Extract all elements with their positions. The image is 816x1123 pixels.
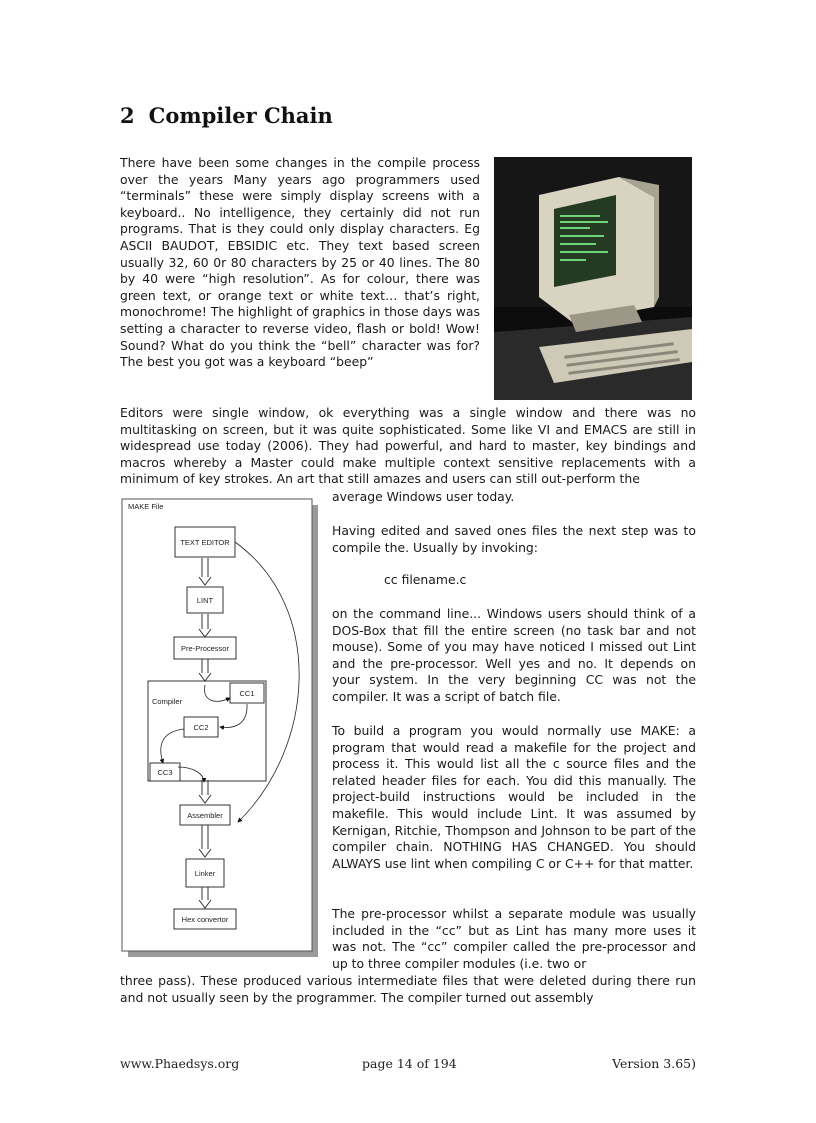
diagram-title: MAKE File — [128, 502, 164, 511]
paragraph-editors: Editors were single window, ok everything was a single window and there was no multitasking on screen, but it was quite sophisticated. Some like VI and EMACS are still in widespread use today (2006). They had powerful, and hard to master, key bindings and macros whereby a Master could make multiple context sensitive replacements with a minimum of key strokes. An art that still amazes and users can still out-perform the — [120, 405, 696, 487]
command-example: cc filename.c — [384, 572, 467, 587]
label-pre-processor: Pre-Processor — [181, 644, 229, 653]
label-hex-convertor: Hex convertor — [181, 915, 229, 924]
label-lint: LINT — [196, 596, 214, 605]
make-file-diagram — [120, 497, 326, 962]
paragraph-passes: three pass). These produced various intermediate files that were deleted during there run and not usually seen by the programmer. The compiler turned out assembly — [120, 973, 696, 1005]
paragraph-editors-continued: average Windows user today. — [332, 489, 515, 504]
paragraph-make: To build a program you would normally use MAKE: a program that would read a makefile for the project and process it. This would list all the c source files and the related header files for each. You did this manually. The project-build instructions would be included in the makefile. This would include Lint. It was assumed by Kernigan, Ritchie, Thompson and Johnson to be part of the compiler chain. NOTHING HAS CHANGED. You should ALWAYS use lint when compiling C or C++ for that matter. — [332, 723, 696, 871]
section-title: Compiler Chain — [148, 103, 333, 128]
label-compiler: Compiler — [152, 697, 183, 706]
footer-website: www.Phaedsys.org — [120, 1056, 240, 1071]
label-cc1: CC1 — [239, 689, 255, 698]
section-heading — [120, 103, 333, 128]
footer-page-number: page 14 of 194 — [362, 1056, 457, 1071]
footer-version: Version 3.65) — [612, 1056, 696, 1071]
label-linker: Linker — [194, 869, 216, 878]
paragraph-command-line: on the command line... Windows users should think of a DOS-Box that fill the entire screen (no task bar and not mouse). Some of you may have noticed I missed out Lint and the pre-processor. Well yes and no. It depends on your system. In the very beginning CC was not the compiler. It was a script of batch file. — [332, 606, 696, 704]
paragraph-terminals: There have been some changes in the compile process over the years Many years ago programmers used “terminals” these were simply display screens with a keyboard.. No intelligence, they certainly did not run programs. That is they could only display characters. Eg ASCII BAUDOT, EBSIDIC etc. They text based screen usually 32, 60 0r 80 characters by 25 or 40 lines. The 80 by 40 were “high resolution”. As for colour, there was green text, or orange text or white text… that’s right, monochrome! The highlight of graphics in those days was setting a character to reverse video, flash or bold! Wow! Sound? What do you think the “bell” character was for? The best you got was a keyboard “beep” — [120, 155, 480, 370]
paragraph-pre-processor: The pre-processor whilst a separate module was usually included in the “cc” but as Lint has many more uses it was not. The “cc” compiler called the pre-processor and up to three compiler modules (i.e. two or — [332, 906, 696, 971]
paragraph-compile: Having edited and saved ones files the next step was to compile the. Usually by invoking: — [332, 523, 696, 555]
label-text-editor: TEXT EDITOR — [180, 538, 230, 547]
label-assembler: Assembler — [187, 811, 223, 820]
label-cc3: CC3 — [157, 768, 173, 777]
terminal-photo — [494, 157, 692, 400]
label-cc2: CC2 — [193, 723, 209, 732]
section-number: 2 — [120, 103, 135, 128]
